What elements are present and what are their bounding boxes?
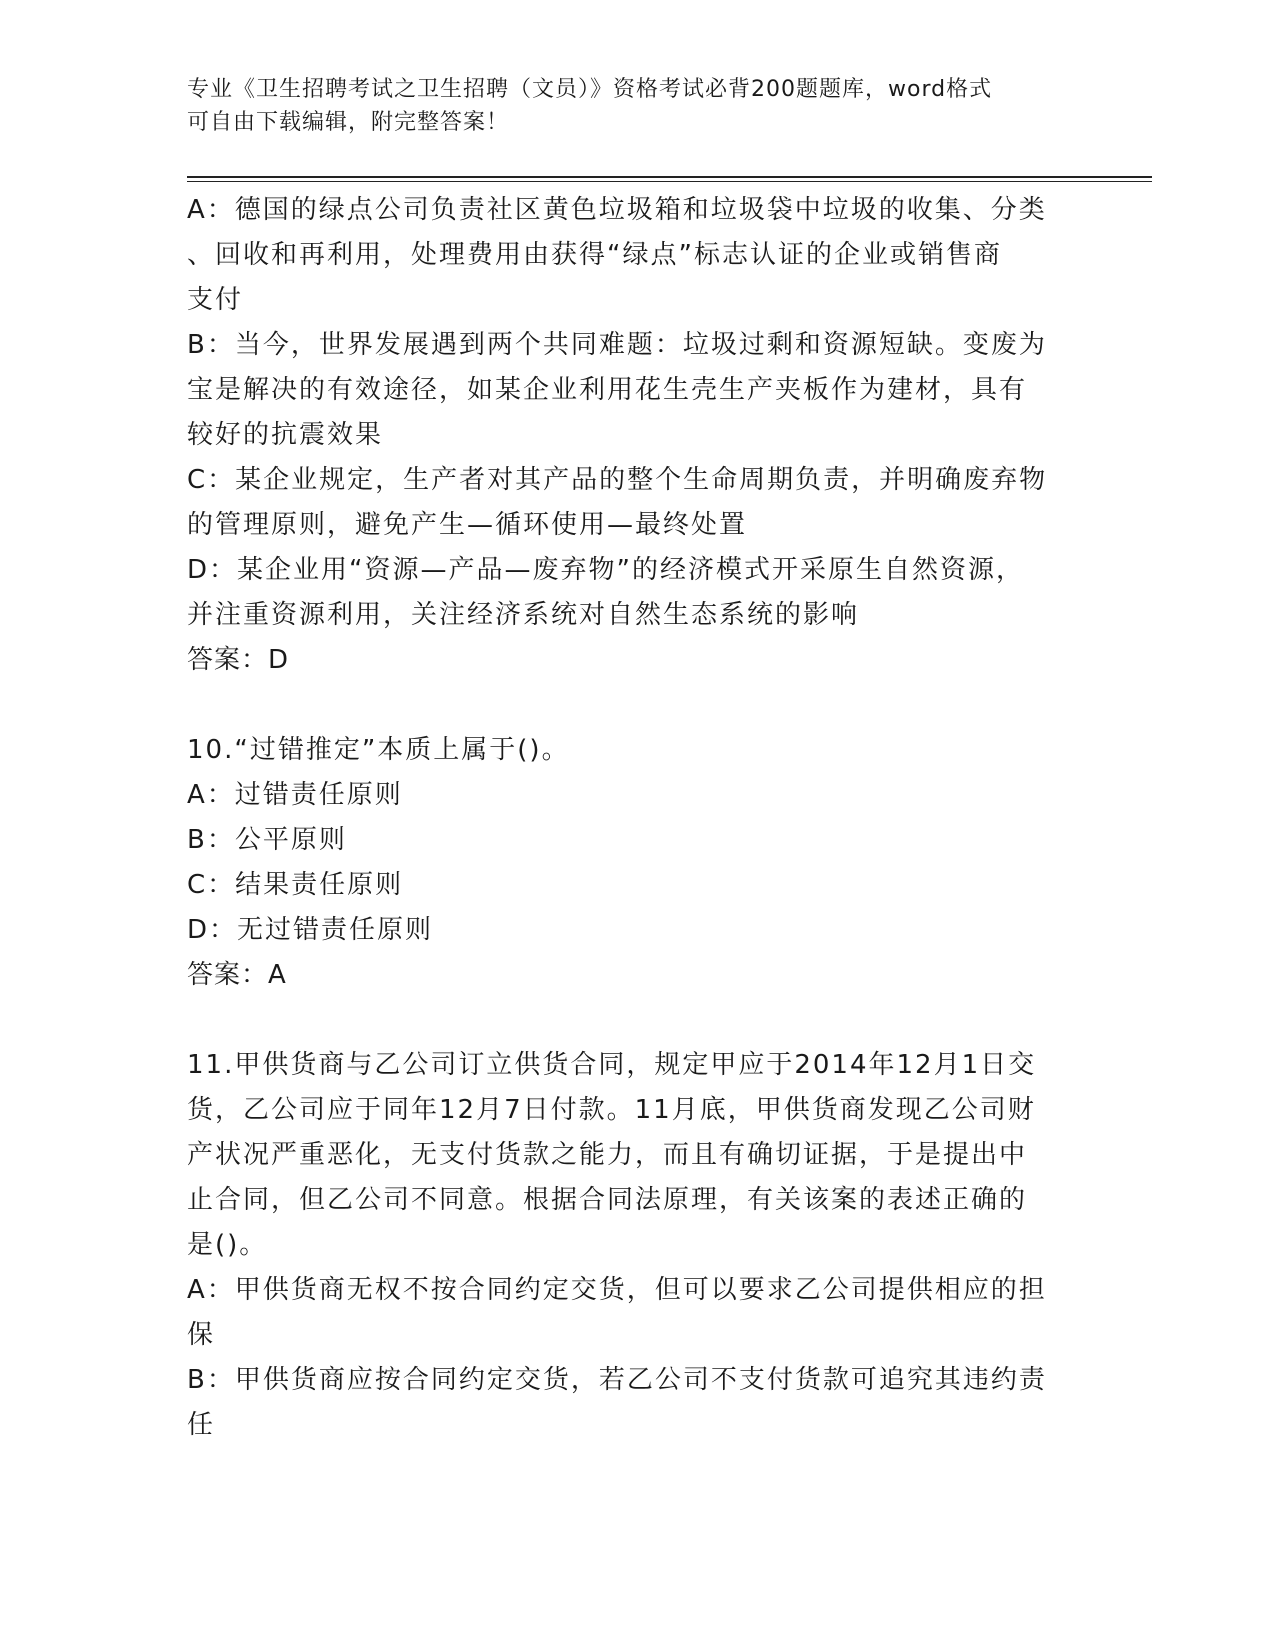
q11-stem [187, 1043, 1087, 1268]
stem-line: 产状况严重恶化，无支付货款之能力，而且有确切证据，于是提出中 [187, 1140, 1028, 1170]
option-line: B：甲供货商应按合同约定交货，若乙公司不支付货款可追究其违约责 [187, 1365, 1047, 1395]
spacer [187, 998, 1087, 1043]
q11-option-a [187, 1268, 1087, 1358]
q9-option-d [187, 548, 1087, 638]
q9-option-c [187, 458, 1087, 548]
option-line: 的管理原则，避免产生—循环使用—最终处置 [187, 510, 748, 540]
question-content [187, 188, 1087, 1448]
q10-option-c: C：结果责任原则 [187, 870, 404, 900]
option-line: 任 [187, 1410, 216, 1440]
q9-answer: 答案：D [187, 645, 290, 675]
option-line: 支付 [187, 285, 244, 315]
option-line: 较好的抗震效果 [187, 420, 384, 450]
option-line: A：德国的绿点公司负责社区黄色垃圾箱和垃圾袋中垃圾的收集、分类 [187, 195, 1047, 225]
header-title-line-1: 专业《卫生招聘考试之卫生招聘（文员）》资格考试必背200题题库，word格式 [187, 77, 993, 102]
option-line: D：某企业用“资源—产品—废弃物”的经济模式开采原生自然资源， [187, 555, 1024, 585]
stem-line: 止合同，但乙公司不同意。根据合同法原理，有关该案的表述正确的 [187, 1185, 1028, 1215]
q10-stem: 10.“过错推定”本质上属于()。 [187, 735, 570, 765]
stem-line: 是()。 [187, 1230, 268, 1260]
option-line: 、回收和再利用，处理费用由获得“绿点”标志认证的企业或销售商 [187, 240, 1002, 270]
option-line: B：当今，世界发展遇到两个共同难题：垃圾过剩和资源短缺。变废为 [187, 330, 1047, 360]
option-line: A：甲供货商无权不按合同约定交货，但可以要求乙公司提供相应的担 [187, 1275, 1047, 1305]
q11-option-b [187, 1358, 1087, 1448]
q9-option-b [187, 323, 1087, 458]
stem-line: 11.甲供货商与乙公司订立供货合同，规定甲应于2014年12月1日交 [187, 1050, 1037, 1080]
option-line: 保 [187, 1320, 216, 1350]
header-divider [187, 176, 1152, 182]
option-line: 并注重资源利用，关注经济系统对自然生态系统的影响 [187, 600, 860, 630]
option-line: 宝是解决的有效途径，如某企业利用花生壳生产夹板作为建材，具有 [187, 375, 1028, 405]
q9-option-a [187, 188, 1087, 323]
q10-answer: 答案：A [187, 960, 287, 990]
stem-line: 货，乙公司应于同年12月7日付款。11月底，甲供货商发现乙公司财 [187, 1095, 1036, 1125]
page-header [187, 73, 1067, 139]
q10-option-d: D：无过错责任原则 [187, 915, 434, 945]
spacer [187, 683, 1087, 728]
header-title-line-2: 可自由下载编辑，附完整答案！ [187, 110, 510, 135]
option-line: C：某企业规定，生产者对其产品的整个生命周期负责，并明确废弃物 [187, 465, 1048, 495]
q10-option-a: A：过错责任原则 [187, 780, 403, 810]
q10-option-b: B：公平原则 [187, 825, 347, 855]
